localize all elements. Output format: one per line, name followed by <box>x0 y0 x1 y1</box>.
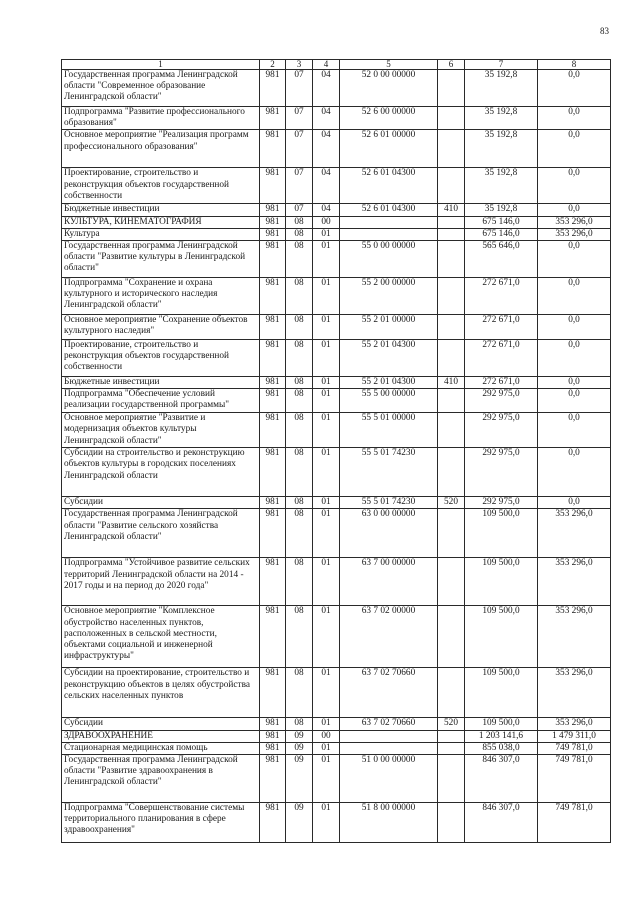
target-article: 63 7 02 00000 <box>340 606 438 668</box>
expense-type <box>438 168 465 204</box>
target-article: 52 6 01 04300 <box>340 204 438 216</box>
header-col-3: 3 <box>286 60 313 70</box>
page-number: 83 <box>600 26 609 36</box>
ministry-code: 981 <box>260 730 286 742</box>
amount-year-1: 272 671,0 <box>465 315 538 340</box>
target-article: 52 6 01 00000 <box>340 130 438 168</box>
table-row <box>62 448 611 497</box>
target-article: 55 2 01 04300 <box>340 377 438 389</box>
section-code: 08 <box>286 315 313 340</box>
table-row <box>62 216 611 228</box>
amount-year-1: 35 192,8 <box>465 70 538 107</box>
subsection-code: 01 <box>313 668 340 718</box>
item-name: Основное мероприятие "Сохранение объектов культурного наследия" <box>62 315 260 340</box>
amount-year-1: 272 671,0 <box>465 377 538 389</box>
amount-year-1: 35 192,8 <box>465 204 538 216</box>
amount-year-2: 0,0 <box>538 70 611 107</box>
item-name: Государственная программа Ленинградской области "Современное образование Ленинградской области" <box>62 70 260 107</box>
header-col-2: 2 <box>260 60 286 70</box>
section-code: 08 <box>286 241 313 278</box>
ministry-code: 981 <box>260 377 286 389</box>
ministry-code: 981 <box>260 315 286 340</box>
target-article <box>340 730 438 742</box>
amount-year-1: 292 975,0 <box>465 497 538 509</box>
table-row <box>62 377 611 389</box>
amount-year-1: 846 307,0 <box>465 803 538 843</box>
amount-year-1: 292 975,0 <box>465 413 538 448</box>
target-article: 63 7 02 70660 <box>340 668 438 718</box>
amount-year-1: 846 307,0 <box>465 755 538 803</box>
item-name: Подпрограмма "Устойчивое развитие сельских территорий Ленинградской области на 2014 - 2017 годы и на период до 2020 года" <box>62 558 260 606</box>
subsection-code: 01 <box>313 315 340 340</box>
table-row <box>62 107 611 130</box>
ministry-code: 981 <box>260 130 286 168</box>
table-row <box>62 315 611 340</box>
ministry-code: 981 <box>260 278 286 315</box>
ministry-code: 981 <box>260 216 286 228</box>
ministry-code: 981 <box>260 668 286 718</box>
item-name: Основное мероприятие "Комплексное обустройство населенных пунктов, расположенных в сельской местности, объектами социальной и инженерной инфраструктуры" <box>62 606 260 668</box>
subsection-code: 01 <box>313 389 340 413</box>
item-name: ЗДРАВООХРАНЕНИЕ <box>62 730 260 742</box>
amount-year-2: 353 296,0 <box>538 228 611 240</box>
amount-year-1: 272 671,0 <box>465 340 538 377</box>
subsection-code: 01 <box>313 755 340 803</box>
section-code: 08 <box>286 668 313 718</box>
ministry-code: 981 <box>260 70 286 107</box>
item-name: Государственная программа Ленинградской области "Развитие сельского хозяйства Ленинградской области" <box>62 509 260 558</box>
expense-type <box>438 340 465 377</box>
section-code: 08 <box>286 606 313 668</box>
subsection-code: 01 <box>313 803 340 843</box>
header-col-5: 5 <box>340 60 438 70</box>
ministry-code: 981 <box>260 107 286 130</box>
section-code: 09 <box>286 803 313 843</box>
expense-type <box>438 216 465 228</box>
item-name: Подпрограмма "Совершенствование системы территориального планирования в сфере здравоохранения" <box>62 803 260 843</box>
amount-year-2: 0,0 <box>538 377 611 389</box>
table-row <box>62 742 611 754</box>
header-col-1: 1 <box>62 60 260 70</box>
amount-year-1: 675 146,0 <box>465 216 538 228</box>
table-row <box>62 606 611 668</box>
amount-year-2: 353 296,0 <box>538 509 611 558</box>
ministry-code: 981 <box>260 718 286 730</box>
amount-year-2: 0,0 <box>538 241 611 278</box>
target-article: 55 5 01 74230 <box>340 497 438 509</box>
item-name: Основное мероприятие "Развитие и модернизация объектов культуры Ленинградской области" <box>62 413 260 448</box>
section-code: 07 <box>286 130 313 168</box>
ministry-code: 981 <box>260 389 286 413</box>
subsection-code: 01 <box>313 278 340 315</box>
section-code: 09 <box>286 730 313 742</box>
subsection-code: 01 <box>313 377 340 389</box>
ministry-code: 981 <box>260 340 286 377</box>
item-name: Подпрограмма "Сохранение и охрана культурного и исторического наследия Ленинградской области" <box>62 278 260 315</box>
expense-type <box>438 742 465 754</box>
expense-type <box>438 278 465 315</box>
ministry-code: 981 <box>260 228 286 240</box>
subsection-code: 01 <box>313 509 340 558</box>
section-code: 08 <box>286 216 313 228</box>
section-code: 08 <box>286 718 313 730</box>
table-row <box>62 755 611 803</box>
target-article: 51 8 00 00000 <box>340 803 438 843</box>
section-code: 08 <box>286 448 313 497</box>
ministry-code: 981 <box>260 742 286 754</box>
target-article: 55 5 01 74230 <box>340 448 438 497</box>
amount-year-2: 0,0 <box>538 448 611 497</box>
section-code: 08 <box>286 558 313 606</box>
table-row <box>62 278 611 315</box>
table-row <box>62 497 611 509</box>
expense-type <box>438 389 465 413</box>
target-article: 63 7 00 00000 <box>340 558 438 606</box>
amount-year-2: 0,0 <box>538 497 611 509</box>
amount-year-2: 1 479 311,0 <box>538 730 611 742</box>
amount-year-2: 749 781,0 <box>538 803 611 843</box>
item-name: Бюджетные инвестиции <box>62 204 260 216</box>
amount-year-2: 0,0 <box>538 107 611 130</box>
ministry-code: 981 <box>260 509 286 558</box>
subsection-code: 01 <box>313 558 340 606</box>
expense-type <box>438 448 465 497</box>
expense-type: 410 <box>438 377 465 389</box>
subsection-code: 04 <box>313 107 340 130</box>
expense-type <box>438 107 465 130</box>
table-row <box>62 340 611 377</box>
expense-type <box>438 730 465 742</box>
amount-year-2: 353 296,0 <box>538 668 611 718</box>
amount-year-1: 109 500,0 <box>465 509 538 558</box>
amount-year-1: 109 500,0 <box>465 606 538 668</box>
budget-table <box>61 59 611 843</box>
target-article: 63 0 00 00000 <box>340 509 438 558</box>
subsection-code: 01 <box>313 413 340 448</box>
table-row <box>62 718 611 730</box>
item-name: Субсидии <box>62 718 260 730</box>
item-name: Субсидии <box>62 497 260 509</box>
amount-year-1: 109 500,0 <box>465 718 538 730</box>
item-name: Бюджетные инвестиции <box>62 377 260 389</box>
amount-year-2: 353 296,0 <box>538 216 611 228</box>
target-article: 52 0 00 00000 <box>340 70 438 107</box>
amount-year-1: 109 500,0 <box>465 558 538 606</box>
expense-type <box>438 130 465 168</box>
amount-year-2: 0,0 <box>538 278 611 315</box>
ministry-code: 981 <box>260 413 286 448</box>
table-row <box>62 558 611 606</box>
amount-year-1: 565 646,0 <box>465 241 538 278</box>
item-name: Субсидии на проектирование, строительство и реконструкцию объектов в целях обустройства сельских населенных пунктов <box>62 668 260 718</box>
header-row <box>62 60 611 70</box>
header-col-6: 6 <box>438 60 465 70</box>
amount-year-1: 109 500,0 <box>465 668 538 718</box>
subsection-code: 01 <box>313 497 340 509</box>
subsection-code: 01 <box>313 340 340 377</box>
section-code: 08 <box>286 340 313 377</box>
header-col-8: 8 <box>538 60 611 70</box>
expense-type: 410 <box>438 204 465 216</box>
amount-year-2: 749 781,0 <box>538 742 611 754</box>
expense-type <box>438 755 465 803</box>
section-code: 07 <box>286 168 313 204</box>
target-article <box>340 228 438 240</box>
expense-type <box>438 70 465 107</box>
expense-type <box>438 228 465 240</box>
item-name: Культура <box>62 228 260 240</box>
item-name: Субсидии на строительство и реконструкцию объектов культуры в городских поселениях Ленинградской области <box>62 448 260 497</box>
section-code: 08 <box>286 278 313 315</box>
subsection-code: 04 <box>313 204 340 216</box>
section-code: 08 <box>286 509 313 558</box>
table-body <box>62 70 611 843</box>
target-article: 55 5 00 00000 <box>340 389 438 413</box>
ministry-code: 981 <box>260 448 286 497</box>
item-name: Основное мероприятие "Реализация программ профессионального образования" <box>62 130 260 168</box>
subsection-code: 00 <box>313 730 340 742</box>
table-row <box>62 389 611 413</box>
table-row <box>62 241 611 278</box>
item-name: Проектирование, строительство и реконструкция объектов государственной собственности <box>62 168 260 204</box>
item-name: Подпрограмма "Развитие профессионального образования" <box>62 107 260 130</box>
expense-type <box>438 668 465 718</box>
item-name: Проектирование, строительство и реконструкция объектов государственной собственности <box>62 340 260 377</box>
header-col-4: 4 <box>313 60 340 70</box>
table-row <box>62 130 611 168</box>
table-row <box>62 204 611 216</box>
subsection-code: 01 <box>313 718 340 730</box>
amount-year-1: 35 192,8 <box>465 168 538 204</box>
section-code: 08 <box>286 377 313 389</box>
amount-year-2: 353 296,0 <box>538 558 611 606</box>
target-article: 63 7 02 70660 <box>340 718 438 730</box>
item-name: Государственная программа Ленинградской области "Развитие здравоохранения в Ленинградской области" <box>62 755 260 803</box>
target-article: 52 6 00 00000 <box>340 107 438 130</box>
expense-type <box>438 558 465 606</box>
subsection-code: 01 <box>313 606 340 668</box>
table-row <box>62 730 611 742</box>
expense-type <box>438 413 465 448</box>
subsection-code: 04 <box>313 168 340 204</box>
amount-year-1: 1 203 141,6 <box>465 730 538 742</box>
amount-year-2: 0,0 <box>538 130 611 168</box>
amount-year-1: 855 038,0 <box>465 742 538 754</box>
amount-year-2: 353 296,0 <box>538 606 611 668</box>
subsection-code: 01 <box>313 241 340 278</box>
section-code: 07 <box>286 204 313 216</box>
amount-year-2: 749 781,0 <box>538 755 611 803</box>
target-article <box>340 742 438 754</box>
target-article: 55 2 00 00000 <box>340 278 438 315</box>
item-name: Государственная программа Ленинградской области "Развитие культуры в Ленинградской области" <box>62 241 260 278</box>
expense-type <box>438 241 465 278</box>
amount-year-2: 0,0 <box>538 168 611 204</box>
ministry-code: 981 <box>260 558 286 606</box>
item-name: Подпрограмма "Обеспечение условий реализации государственной программы" <box>62 389 260 413</box>
target-article: 55 0 00 00000 <box>340 241 438 278</box>
section-code: 09 <box>286 742 313 754</box>
subsection-code: 04 <box>313 130 340 168</box>
ministry-code: 981 <box>260 168 286 204</box>
amount-year-2: 0,0 <box>538 413 611 448</box>
expense-type: 520 <box>438 718 465 730</box>
amount-year-1: 35 192,8 <box>465 130 538 168</box>
target-article: 55 2 01 04300 <box>340 340 438 377</box>
amount-year-1: 292 975,0 <box>465 389 538 413</box>
ministry-code: 981 <box>260 606 286 668</box>
subsection-code: 01 <box>313 228 340 240</box>
subsection-code: 01 <box>313 742 340 754</box>
ministry-code: 981 <box>260 803 286 843</box>
amount-year-1: 675 146,0 <box>465 228 538 240</box>
table-row <box>62 70 611 107</box>
ministry-code: 981 <box>260 497 286 509</box>
expense-type <box>438 315 465 340</box>
section-code: 08 <box>286 389 313 413</box>
item-name: КУЛЬТУРА, КИНЕМАТОГРАФИЯ <box>62 216 260 228</box>
target-article: 52 6 01 04300 <box>340 168 438 204</box>
table-row <box>62 413 611 448</box>
amount-year-2: 0,0 <box>538 340 611 377</box>
table-row <box>62 228 611 240</box>
subsection-code: 01 <box>313 448 340 497</box>
expense-type <box>438 509 465 558</box>
section-code: 07 <box>286 107 313 130</box>
expense-type <box>438 606 465 668</box>
target-article: 55 2 01 00000 <box>340 315 438 340</box>
section-code: 08 <box>286 228 313 240</box>
target-article: 51 0 00 00000 <box>340 755 438 803</box>
ministry-code: 981 <box>260 241 286 278</box>
expense-type: 520 <box>438 497 465 509</box>
amount-year-1: 35 192,8 <box>465 107 538 130</box>
header-col-7: 7 <box>465 60 538 70</box>
table-row <box>62 668 611 718</box>
amount-year-2: 0,0 <box>538 315 611 340</box>
subsection-code: 04 <box>313 70 340 107</box>
amount-year-2: 0,0 <box>538 389 611 413</box>
item-name: Стационарная медицинская помощь <box>62 742 260 754</box>
expense-type <box>438 803 465 843</box>
table-row <box>62 509 611 558</box>
amount-year-1: 272 671,0 <box>465 278 538 315</box>
ministry-code: 981 <box>260 204 286 216</box>
section-code: 08 <box>286 497 313 509</box>
amount-year-2: 0,0 <box>538 204 611 216</box>
section-code: 09 <box>286 755 313 803</box>
amount-year-1: 292 975,0 <box>465 448 538 497</box>
section-code: 08 <box>286 413 313 448</box>
ministry-code: 981 <box>260 755 286 803</box>
target-article: 55 5 01 00000 <box>340 413 438 448</box>
table-row <box>62 803 611 843</box>
amount-year-2: 353 296,0 <box>538 718 611 730</box>
section-code: 07 <box>286 70 313 107</box>
subsection-code: 00 <box>313 216 340 228</box>
target-article <box>340 216 438 228</box>
table-row <box>62 168 611 204</box>
